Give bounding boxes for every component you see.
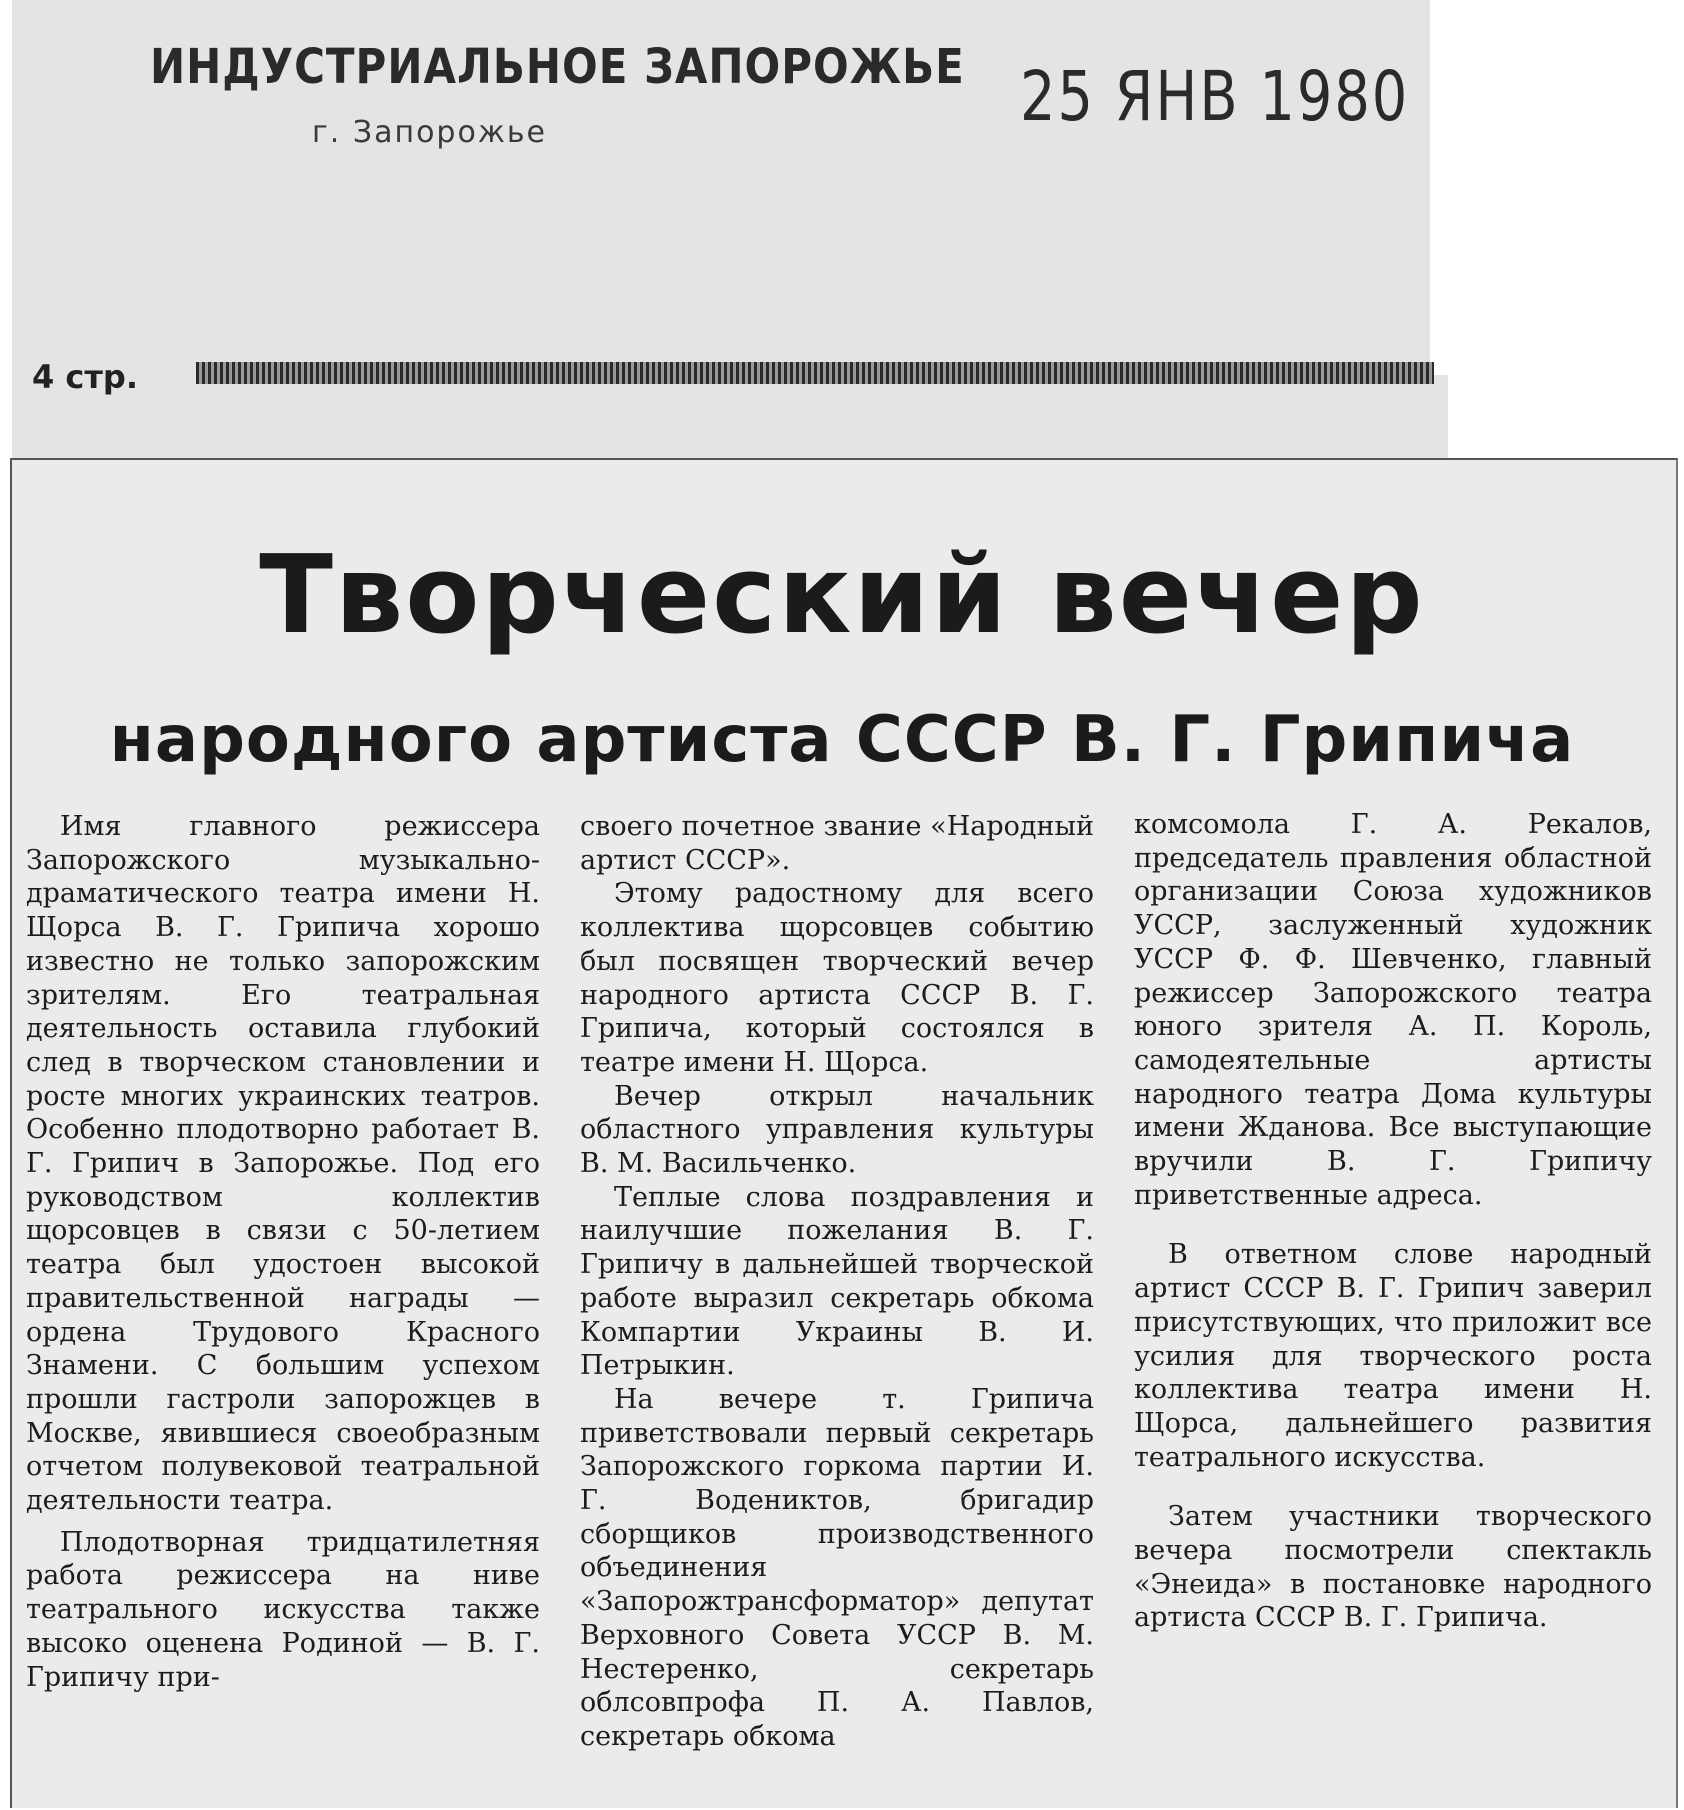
article-paragraph: Этому радостному для всего коллектива щорсовцев событию был посвящен творческий вечер народного артиста СССР В. Г. Грипича, который состоялся в театре имени Н. Щорса.: [580, 878, 1094, 1078]
page-number: 4 стр.: [32, 358, 138, 396]
article-paragraph: Плодотворная тридцатилетняя работа режиссера на ниве театрального искусства также высоко оценена Родиной — В. Г. Грипичу при-: [26, 1526, 540, 1693]
article-paragraph: Вечер открыл начальник областного управления культуры В. М. Васильченко.: [580, 1080, 1094, 1180]
article-paragraph: На вечере т. Грипича приветствовали первый секретарь Запорожского горкома партии И. Г. Водениктов, бригадир сборщиков производственного объединения «Запорожтрансформатор» депутат Верховного Совета УССР В. М. Нестеренко, секретарь облсовпрофа П. А. Павлов, секретарь обкома: [580, 1383, 1094, 1752]
article-column-1: [26, 810, 540, 1694]
city-stamp: г. Запорожье: [312, 115, 547, 150]
article-paragraph: комсомола Г. А. Рекалов, председатель правления областной организации Союза художников УССР, заслуженный художник УССР Ф. Ф. Шевченко, главный режиссер Запорожского театра юного зрителя А. П. Король, самодеятельные артисты народного театра Дома культуры имени Жданова. Все выступающие вручили В. Г. Грипичу приветственные адреса.: [1134, 809, 1652, 1211]
article-title: Творческий вечер: [259, 533, 1425, 658]
article-paragraph: своего почетное звание «Народный артист СССР».: [580, 811, 1094, 876]
masthead-clipping-edge: [1418, 375, 1448, 470]
article-paragraph: В ответном слове народный артист СССР В. Г. Грипич заверил присутствующих, что приложит все усилия для творческого роста коллектива театра имени Н. Щорса, дальнейшего развития театрального искусства.: [1134, 1239, 1652, 1473]
article-column-2: [580, 810, 1094, 1754]
article-paragraph: Имя главного режиссера Запорожского музыкально-драматического театра имени Н. Щорса В. Г. Грипича хорошо известно не только запорожским зрителям. Его театральная деятельность оставила глубокий след в творческом становлении и росте многих украинских театров. Особенно плодотворно работает В. Г. Грипич в Запорожье. Под его руководством коллектив щорсовцев в связи с 50-летием театра был удостоен высокой правительственной награды — ордена Трудового Красного Знамени. С большим успехом прошли гастроли запорожцев в Москве, явившиеся своеобразным отчетом полувековой театральной деятельности театра.: [26, 811, 540, 1517]
article-paragraph: Теплые слова поздравления и наилучшие пожелания В. Г. Грипичу в дальнейшей творческой работе выразил секретарь обкома Компартии Украины В. И. Петрыкин.: [580, 1181, 1094, 1382]
header-rule: [196, 362, 1434, 384]
article-column-3: [1134, 808, 1652, 1635]
newspaper-name-stamp: ИНДУСТРИАЛЬНОЕ ЗАПОРОЖЬЕ: [150, 38, 965, 95]
article-paragraph: Затем участники творческого вечера посмотрели спектакль «Энеида» в постановке народного артиста СССР В. Г. Грипича.: [1134, 1501, 1652, 1634]
article-subtitle: народного артиста СССР В. Г. Грипича: [109, 703, 1575, 777]
date-stamp: 25 ЯНВ 1980: [1020, 56, 1410, 137]
